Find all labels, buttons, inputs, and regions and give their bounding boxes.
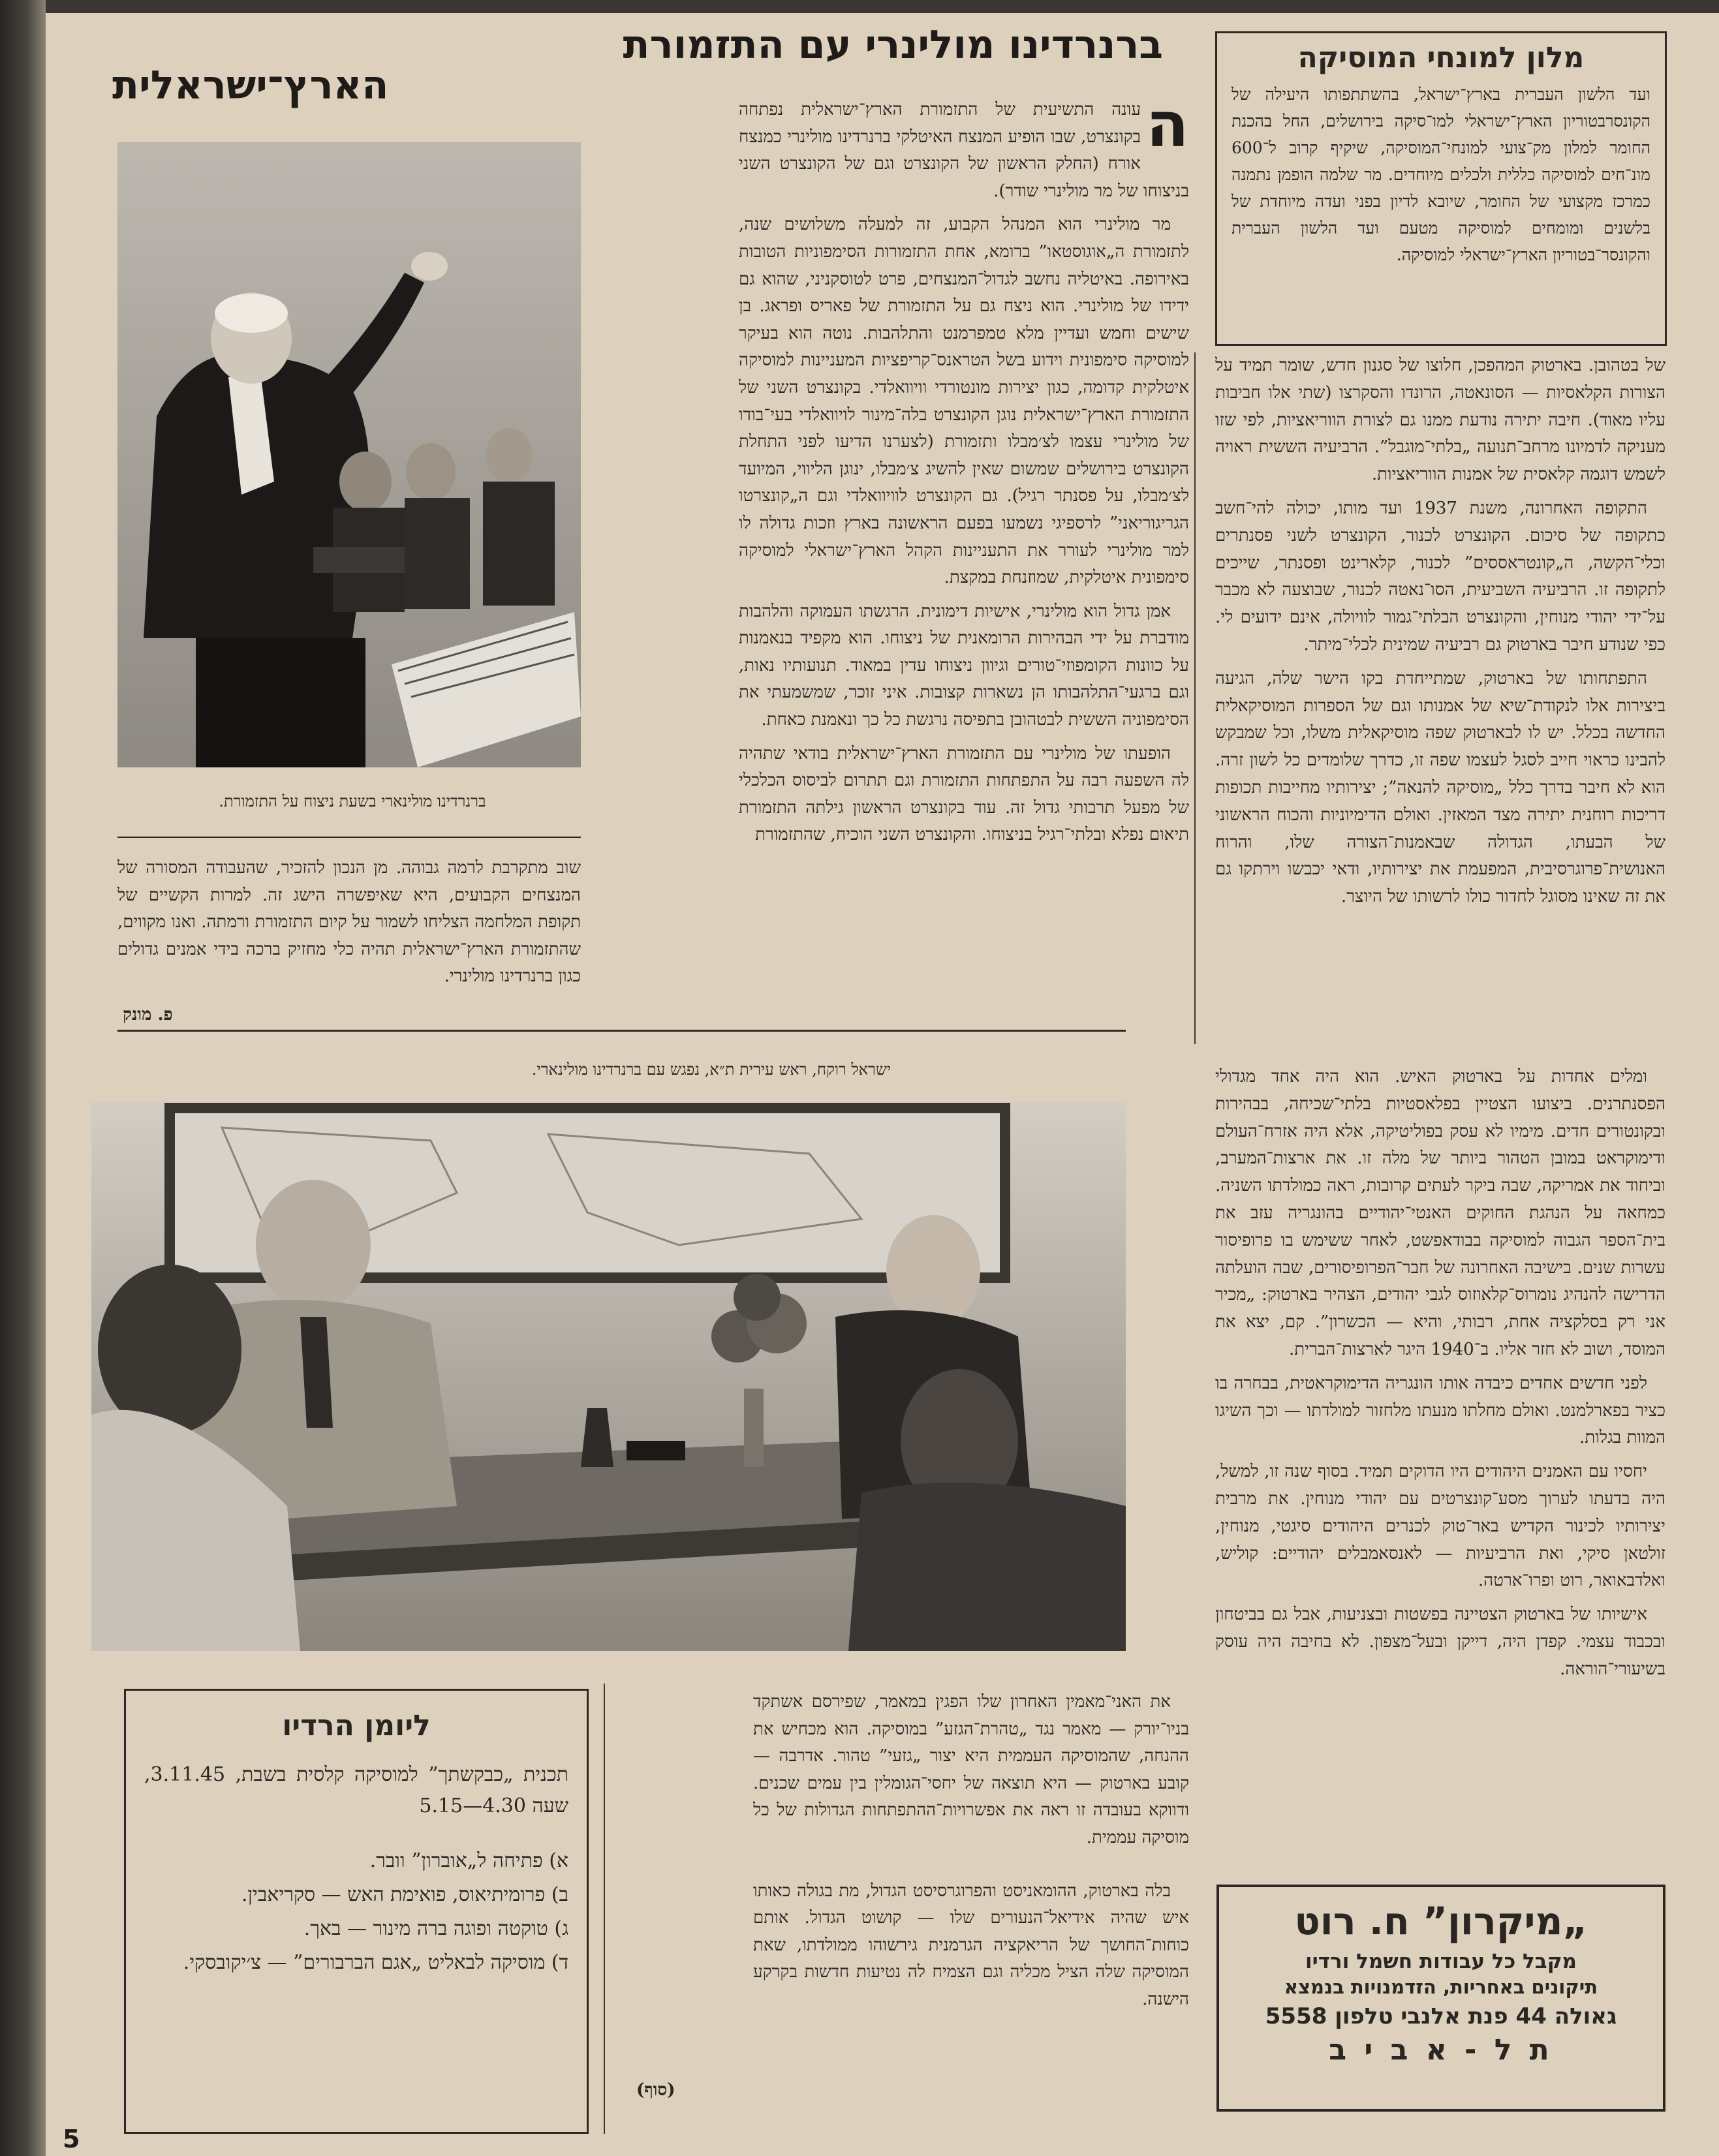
page-binding [0, 0, 46, 2156]
article-paragraph: מר מולינרי הוא המנהל הקבוע, זה למעלה משלושים שנה, לתזמורת ה„אוגוסטאו” ברומא, אחת התזמורות הסימפוניות הטובות באירופה. באיטליה נחשב לגדול־המנצחים, פרט לטוסקניני, שהוא גם ידידו של מולינרי. הוא ניצח גם על התזמורת של פאריס ופראג. בן שישים וחמש ועדיין מלא טמפרמנט והתלהבות. נוטה הוא בעיקר למוסיקה סימפונית וידוע בשל הטראנס־קריפציות המעניינות למוסיקה איטלקית קדומה, כגון יצירות מונטורדי וויוואלדי. בקונצרט השני של התזמורת הארץ־ישראלית נוגן הקונצרט בלה־מינור לויוואלדי בעי־בודו של מולינרי עצמו לצ׳מבלו ותזמורת (לצערנו הדיעו לפני התחלת הקונצרט בירושלים שמשום שאין להשיג צ׳מבלו, ינוגן הליווי, המיועד לצ׳מבלו, על פסנתר רגיל). גם הקונצרט לוויוואלדי וגם ה„קונצרטו הגריגוריאני” לרספיגי נשמעו בפעם הראשונה בארץ וזכות גדולה לו למר מולינרי לעורר את התעניינות הקהל הארץ־ישראלי למוסיקה סימפונית איטלקית, שמוזנחת במקצת. [739, 215, 1189, 588]
bartok-column-lower [1215, 1064, 1665, 1853]
radio-schedule-title: ליומן הרדיו [282, 1709, 431, 1742]
radio-item-label: א) [549, 1849, 568, 1872]
conductor-photo-image [117, 142, 581, 767]
main-article-continuation [117, 855, 581, 1018]
radio-item-label: ב) [551, 1883, 568, 1906]
headline-line-2: הארץ־ישראלית [112, 63, 389, 108]
radio-item-label: ג) [554, 1917, 568, 1940]
advert-line: תיקונים באחריות, הזדמנויות בנמצא [1284, 1976, 1598, 1998]
article-end-mark: (סוף) [636, 2080, 675, 2100]
article-paragraph: אמן גדול הוא מולינרי, אישיות דימונית. הרגשתו העמוקה והלהבות מודברת על ידי הבהירות הרומאנית של ניצוחו. הוא מקפיד בנאמנות על כוונות הקומפוזי־טורים וגיוון ניצוחו עדין במאוד. תנועותיו נאות, וגם ברגעי־התלהבותו הן נשארות קצובות. איני זוכר, שמשמעתי את הסימפוניה הששית לבטהובן בתפיסה נרגשת כל כך ונאמנת כאחת. [739, 601, 1189, 730]
bartok-paragraph: התקופה האחרונה, משנת 1937 ועד מותו, יכולה להי־חשב כתקופה של סיכום. הקונצרט לכנור, הקונצרט לשני פסנתרים וכלי־הקשה, ה„קונטראססים” לכנור, קלארינט ופסנתר, שייכים לתקופה זו. הרביעיה השביעית, הסו־נאטה לכנור, שבוצעה לא מכבר על־ידי יהודי מנוחין, והקונצרט הבלתי־גמור לוויולה, אינם ידועים לי. כפי שנודע חיבר בארטוק גם רביעיה שמינית לכלי־מיתר. [1215, 498, 1665, 654]
conductor-photo [117, 142, 581, 767]
meeting-photo-caption: ישראל רוקח, ראש עירית ת״א, נפגש עם ברנרדינו מולינארי. [531, 1060, 891, 1079]
main-headline [112, 22, 1189, 108]
article-paragraph: עונה התשיעית של התזמורת הארץ־ישראלית נפתחה בקונצרט, שבו הופיע המנצח האיטלקי ברנרדינו מולינרי כמנצח אורח (החלק הראשון של הקונצרט וגם של הקונצרט השני בניצוחו של מר מולינרי שודר). [739, 100, 1189, 201]
radio-schedule-item [144, 1878, 568, 1912]
bartok-paragraph: של בטהובן. בארטוק המהפכן, חלוצו של סגנון חדש, שומר תמיד על הצורות הקלאסיות — הסונאטה, הרונדו והסקרצו (שתי אלו חביבות עליו מאוד). חיבה יתירה נודעת ממנו גם לצורת הווריאציות, לפי שזו מעניקה לדמיונו מרחב־תנועה „בלתי־מוגבל”. הרביעיה הששית ראויה לשמש דוגמה קלאסית של אמנות הווריאציות. [1215, 356, 1665, 485]
glossary-body: ועד הלשון העברית בארץ־ישראל, בהשתתפותו היעילה של הקונסרבטוריון הארץ־ישראלי למו־סיקה בירושלים, החל בהכנת החומר למלון מק־צועי למונחי־המוסיקה, שיקיף קרוב ל־600 מונ־חים למוסיקה כללית ולכלים מיוחדים. מר שלמה הופמן נתמנה כמרכז מקצועי של החומר, שיובא לדיון בפני ועדה מיוחדת של בלשנים ומומחים למוסיקה מטעם ועד הלשון העברית והקונסר־בטוריון הארץ־ישראלי למוסיקה. [1231, 85, 1650, 264]
radio-schedule-item [144, 1912, 568, 1946]
conductor-photo-caption: ברנרדינו מולינארי בשעת ניצוח על התזמורת. [219, 792, 486, 810]
main-article-column [739, 97, 1189, 1036]
advert-city: ת ל - א ב י ב [1329, 2033, 1553, 2067]
radio-item-text: פתיחה ל„אוברון” וובר. [369, 1849, 543, 1872]
advert-line: מקבל כל עבודות חשמל ורדיו [1305, 1950, 1577, 1973]
radio-item-text: טוקטה ופוגה ברה מינור — באך. [303, 1917, 548, 1940]
bartok-paragraph: יחסיו עם האמנים היהודים היו הדוקים תמיד. בסוף שנה זו, למשל, היה בדעתו לערוך מסע־קונצרטים עם יהודי מנוחין. את מרבית יצירותיו לכינור הקדיש באר־טוק לכנרים היהודים סיגטי, מנוחין, זולטאן סיקי, ואת הרביעיות — לאנסאמבלים יהודיים: קוליש, ואלדבאואר, רוט ופרו־ארטה. [1215, 1462, 1665, 1591]
bartok-paragraph: את האני־מאמין האחרון שלו הפגין במאמר, שפירסם אשתקד בניו־יורק — מאמר נגד „טהרת־הגזע” במוסיקה. הוא מכחיש את ההנחה, שהמוסיקה העממית היא יצור „גזעי” טהור. אדרבה — קובע בארטוק — היא תוצאה של יחסי־הגומלין בין עמים שכנים. ודווקא בעובדה זו ראה את אפשרויות־ההתפתחות הגדולות של כל מוסיקה עממית. [753, 1692, 1189, 1847]
bartok-paragraph: התפתחותו של בארטוק, שמתייחדת בקו הישר שלה, הגיעה ביצירות אלו לנקודת־שיא של אמנותו וגם של הספרות המוסיקאלית החדשה בכלל. יש לו לבארטוק שפה מוסיקאלית משלו, וכל שמבקש להבינו כראוי חייב לסגל לעצמו שפה זו, כדרך שלומדים כל לשון זרה. הוא לא חיבר בדרך כלל „מוסיקה להנאה”; יצירותיו מחייבות תכופות דריכות רוחנית יתירה מצד המאזין. ואולם הדימיוניות והכוח הראשוני של הבעתו, הגדולה שבאמנות־הצורה שלו, והרוח האנושית־פרוגרסיבית, המפעמת את יצירותיו, ודאי יכבשו וירתקו גם את זה שאינו מסוגל לחדור כולו לרשותו של היוצר. [1215, 668, 1665, 907]
glossary-box [1215, 31, 1667, 346]
section-rule [117, 1030, 1126, 1032]
advert-address: גאולה 44 פנת אלנבי טלפון 5558 [1265, 2003, 1617, 2029]
bartok-column-upper [1215, 352, 1665, 1057]
bartok-conclusion-column [753, 1689, 1189, 2113]
advertisement-box [1216, 1885, 1665, 2112]
bartok-paragraph: בלה בארטוק, ההומאניסט והפרוגרסיסט הגדול, מת בגולה כאותו איש שהיה אידיאל־הנעורים שלו — קושוט הגדול. אותם כוחות־החושך של הריאקציה הגרמנית גירשוהו ממולדתו, שאת המוסיקה שלה הציל מכליה וגם הצמיח לה נטיעות חדשות בקרקע הישנה. [753, 1881, 1189, 2009]
magazine-page [46, 13, 1719, 2156]
drop-cap: ה [1146, 97, 1189, 161]
meeting-photo-image [91, 1101, 1126, 1651]
radio-schedule-intro: תכנית „כבקשתך” למוסיקה קלסית בשבת, 3.11.45, שעה 4.30—5.15 [144, 1763, 568, 1817]
column-divider [604, 1684, 605, 2134]
page-number: 5 [63, 2125, 80, 2153]
radio-item-label: ד) [551, 1951, 568, 1974]
column-divider [1194, 352, 1196, 1044]
advert-title: „מיקרון” ח. רוט [1294, 1899, 1588, 1943]
radio-schedule-box [124, 1689, 589, 2134]
radio-schedule-item [144, 1844, 568, 1878]
bartok-paragraph: אישיותו של בארטוק הצטיינה בפשטות ובצניעות, אבל גם בביטחון ובכבוד עצמי. קפדן היה, דייקן ובעל־מצפון. לא בחיבה היה עוסק בשיעורי־הוראה. [1215, 1605, 1665, 1679]
bartok-paragraph: לפני חדשים אחדים כיבדה אותו הונגריה הדימוקראטית, בבחרה בו כציר בפארלמנט. ואולם מחלתו מנעתו מלחזור למולדתו — וכך השיגו המוות בגלות. [1215, 1373, 1665, 1448]
article-paragraph: שוב מתקרבת לרמה גבוהה. מן הנכון להזכיר, שהעבודה המסורה של המנצחים הקבועים, היא שאיפשרה הישג זה. למרות הקשיים של תקופת המלחמה הצליחו לשמור על קיום התזמורת ורמתה. ואנו מקווים, שהתזמורת הארץ־ישראלית תהיה כלי מחזיק ברכה בידי אמנים גדולים כגון ברנרדינו מולינרי. [117, 858, 581, 987]
bartok-paragraph: ומלים אחדות על בארטוק האיש. הוא היה אחד מגדולי הפסנתרנים. ביצועו הצטיין בפלאסטיות בלתי־שכיחה, בבהירות ובקונטורים חדים. מימיו לא עסק בפוליטיקה, אלא היה אזרח־העולם ודימוקראט במובן הטהור ביותר של מלה זו. את ארצות־המערב, וביחוד את אמריקה, שבה ביקר לעתים קרובות, ראה כמולדתו השניה. כמחאה על הנהגת החוקים האנטי־יהודיים בהונגריה עזב את בית־הספר הגבוה למוסיקה בבודאפשט, לאחר ששימש בו פרופיסור עשרות שנים. בישיבה האחרונה של חבר־הפרופיסורים, שבה הועלתה הדרישה להנהיג נומרוס־קלאוזוס לגבי יהודים, הצהיר בארטוק: „מכיר אני רק בסלקציה אחת, רבותי, והיא — הכשרון”. קם, יצא את המוסד, ושוב לא חזר אליו. ב־1940 היגר לארצות־הברית. [1215, 1067, 1665, 1359]
radio-schedule-item [144, 1946, 568, 1980]
headline-line-1: ברנרדינו מולינרי עם התזמורת [623, 22, 1163, 68]
glossary-title: מלון למונחי המוסיקה [1297, 41, 1585, 74]
radio-item-text: מוסיקה לבאליט „אגם הברבורים” — צ׳יקובסקי. [183, 1951, 546, 1974]
article-paragraph: הופעתו של מולינרי עם התזמורת הארץ־ישראלית בודאי שתהיה לה השפעה רבה על התפתחות התזמורת וגם תתרום לביסוס הכלכלי של מפעל תרבותי גדול זה. עוד בקונצרט הראשון גילתה התזמורת תיאום נפלא ובלתי־רגיל בניצוחו. והקונצרט השני הוכיח, שהתזמורת [739, 743, 1189, 845]
section-rule [117, 837, 581, 838]
radio-item-text: פרומיתיאוס, פואימת האש — סקריאבין. [241, 1883, 546, 1906]
meeting-photo [91, 1101, 1126, 1651]
radio-schedule-list [144, 1844, 568, 1980]
article-signature: פ. מונק [123, 1005, 173, 1024]
